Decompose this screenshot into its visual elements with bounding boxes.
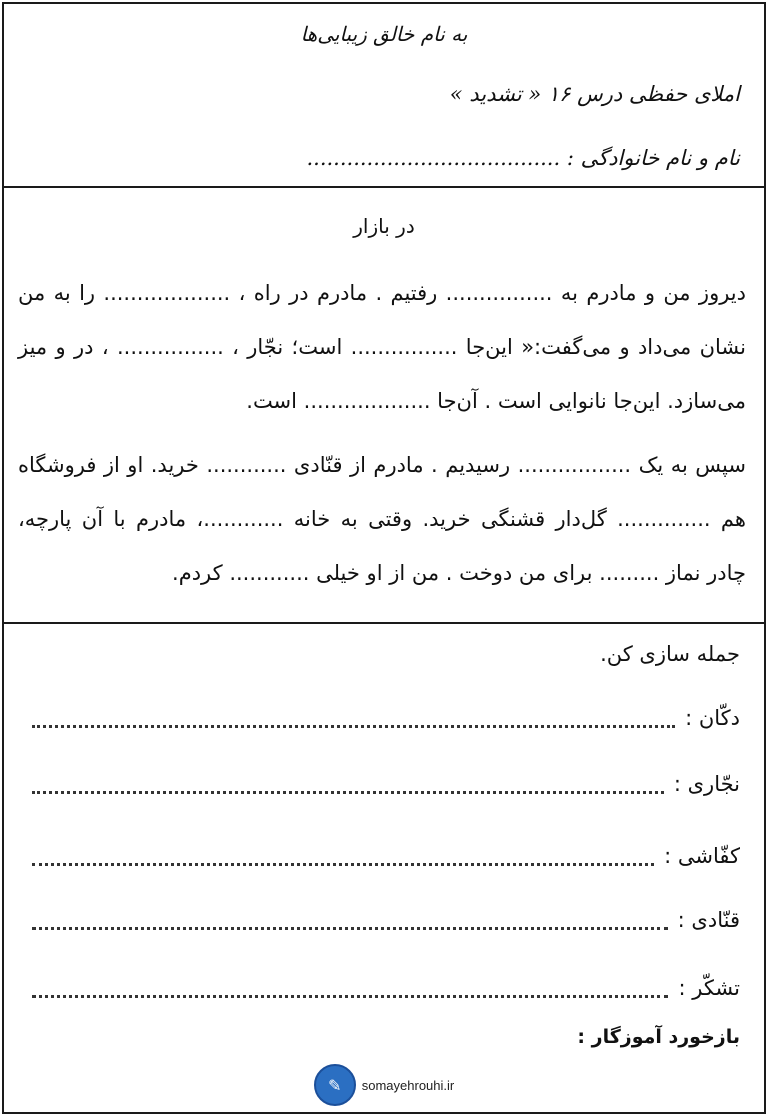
- word-label: تشکّر :: [678, 976, 740, 1000]
- sentence-task-section: [4, 624, 764, 1114]
- page-title: به نام خالق زیبایی‌ها: [300, 22, 468, 46]
- header-section: [4, 4, 764, 188]
- footer-brand: [4, 1064, 764, 1106]
- site-url[interactable]: somayehrouhi.ir: [361, 1077, 455, 1093]
- dictation-title: در بازار: [353, 214, 415, 238]
- sentence-row-dokkan: [32, 698, 740, 738]
- word-label: دکّان :: [685, 706, 740, 730]
- worksheet: [2, 2, 766, 1114]
- answer-line[interactable]: [32, 843, 654, 866]
- student-name-field[interactable]: نام و نام خانوادگی : ......................................: [306, 146, 740, 170]
- task-instruction: جمله سازی کن.: [600, 642, 740, 666]
- sentence-row-kaffashi: [32, 836, 740, 876]
- sentence-row-ghannadi: [32, 900, 740, 940]
- lesson-title: املای حفظی درس ۱۶ « تشدید »: [449, 82, 740, 106]
- answer-line[interactable]: [32, 907, 668, 930]
- word-label: قنّادی :: [677, 908, 740, 932]
- sentence-row-najjari: [32, 764, 740, 804]
- dictation-paragraph-2: سپس به یک ................. رسیدیم . مادرم از قنّادی ............ خرید. او از فروشگاه هم .............. گل‌دار قشنگی خرید. وقتی به خانه ............، مادرم با آن پارچه، چادر نماز ......... برای من دوخت . من از او خیلی ............ کردم.: [18, 453, 746, 585]
- word-label: نجّاری :: [673, 772, 740, 796]
- brand-logo-icon: ✎: [314, 1064, 356, 1106]
- teacher-feedback-label: بازخورد آموزگار :: [577, 1026, 740, 1048]
- answer-line[interactable]: [32, 975, 668, 998]
- sentence-row-tashakkor: [32, 968, 740, 1008]
- answer-line[interactable]: [32, 705, 675, 728]
- answer-line[interactable]: [32, 771, 664, 794]
- dictation-paragraph-1: دیروز من و مادرم به ................ رفتیم . مادرم در راه ، ................... را به من نشان می‌داد و می‌گفت:« این‌جا ................ است؛ نجّار ، ................ ، در و میز می‌سازد. این‌جا نانوایی است . آن‌جا ................... است.: [18, 281, 746, 413]
- word-label: کفّاشی :: [664, 844, 740, 868]
- dictation-section: [4, 188, 764, 624]
